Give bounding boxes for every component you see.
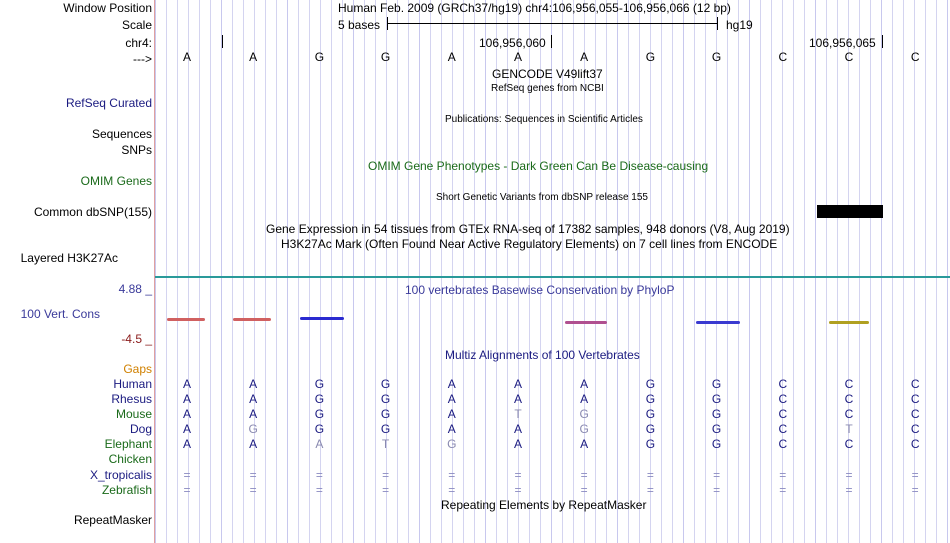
alignment-base: T (514, 407, 522, 421)
alignment-base: C (844, 392, 854, 406)
grid-line (199, 0, 200, 543)
grid-line (210, 0, 211, 543)
alignment-base: = (845, 483, 853, 497)
grid-line (166, 0, 167, 543)
species-label-elephant[interactable]: Elephant (104, 437, 152, 451)
sequence-base: G (314, 50, 325, 64)
species-label-chicken[interactable]: Chicken (108, 452, 152, 466)
alignment-base: C (910, 407, 920, 421)
gtex-track-title[interactable]: Gene Expression in 54 tissues from GTEx RNA-seq of 17382 samples, 948 donors (V8, Aug 2019) (266, 222, 790, 236)
conservation-bar (300, 317, 344, 320)
grid-line (474, 0, 475, 543)
grid-line (452, 0, 453, 543)
species-label-mouse[interactable]: Mouse (115, 407, 152, 421)
grid-line (375, 0, 376, 543)
alignment-base: = (448, 483, 456, 497)
alignment-base: C (778, 422, 788, 436)
grid-line (463, 0, 464, 543)
alignment-base: G (645, 392, 656, 406)
track-divider-line (155, 276, 950, 278)
scale-label[interactable]: Scale (121, 18, 152, 32)
alignment-base: G (711, 392, 722, 406)
grid-line (650, 0, 651, 543)
grid-line (947, 0, 948, 543)
alignment-base: G (314, 392, 325, 406)
alignment-base: C (910, 377, 920, 391)
alignment-base: G (711, 407, 722, 421)
grid-line (265, 0, 266, 543)
grid-line (155, 0, 156, 543)
coord-label-2: 106,956,065 (809, 36, 876, 50)
grid-line (485, 0, 486, 543)
alignment-base: A (182, 437, 191, 451)
grid-line (804, 0, 805, 543)
grid-line (848, 0, 849, 543)
sequence-base: G (711, 50, 722, 64)
grid-line (683, 0, 684, 543)
scale-text: 5 bases (338, 18, 381, 32)
alignment-base: C (778, 377, 788, 391)
alignment-base: G (579, 407, 589, 421)
alignment-base: = (249, 483, 257, 497)
grid-line (628, 0, 629, 543)
grid-line (760, 0, 761, 543)
sequence-base: A (447, 50, 456, 64)
grid-line (859, 0, 860, 543)
alignment-base: = (646, 483, 654, 497)
grid-line (727, 0, 728, 543)
alignment-base: = (580, 468, 588, 482)
alignment-base: G (645, 422, 656, 436)
chrom-label[interactable]: chr4: (125, 36, 152, 50)
grid-line (914, 0, 915, 543)
alignment-base: A (182, 407, 191, 421)
assembly-name: hg19 (726, 18, 753, 32)
alignment-base: A (580, 377, 589, 391)
coord-tick-left (222, 35, 223, 48)
species-label-x_tropicalis[interactable]: X_tropicalis (89, 468, 152, 482)
alignment-base: T (845, 422, 853, 436)
sequence-base: G (380, 50, 391, 64)
alignment-base: A (513, 392, 522, 406)
grid-line (276, 0, 277, 543)
omim-track-title[interactable]: OMIM Gene Phenotypes - Dark Green Can Be Disease-causing (368, 159, 709, 173)
coord-tick-2 (882, 35, 883, 48)
alignment-base: = (911, 483, 919, 497)
grid-line (430, 0, 431, 543)
coord-tick-1 (551, 35, 552, 48)
alignment-base: C (910, 437, 920, 451)
alignment-base: = (845, 468, 853, 482)
repeatmasker-track-title[interactable]: Repeating Elements by RepeatMasker (441, 498, 647, 512)
alignment-base: C (778, 407, 788, 421)
alignment-base: A (513, 422, 522, 436)
alignment-base: C (778, 392, 788, 406)
conservation-min-label: -4.5 _ (121, 332, 152, 346)
species-label-human[interactable]: Human (113, 377, 152, 391)
alignment-base: C (910, 392, 920, 406)
scale-bar-right-tick (717, 17, 718, 30)
grid-line (639, 0, 640, 543)
dbsnp-variant-block[interactable] (817, 205, 883, 218)
grid-line (870, 0, 871, 543)
grid-line (386, 0, 387, 543)
grid-line (177, 0, 178, 543)
alignment-base: G (645, 377, 656, 391)
conservation-bar (696, 321, 740, 324)
grid-line (672, 0, 673, 543)
alignment-base: = (580, 483, 588, 497)
common-dbsnp-label[interactable]: Common dbSNP(155) (33, 205, 152, 219)
sequence-base: A (580, 50, 589, 64)
grid-line (342, 0, 343, 543)
alignment-base: G (711, 377, 722, 391)
alignment-base: = (514, 468, 522, 482)
sequence-base: C (910, 50, 920, 64)
alignment-base: A (447, 407, 456, 421)
grid-line (188, 0, 189, 543)
alignment-base: G (711, 437, 722, 451)
grid-line (364, 0, 365, 543)
alignment-base: = (183, 483, 191, 497)
sequence-base: C (844, 50, 854, 64)
grid-line (716, 0, 717, 543)
grid-line (254, 0, 255, 543)
grid-line (694, 0, 695, 543)
grid-line (881, 0, 882, 543)
grid-line (287, 0, 288, 543)
alignment-base: = (183, 468, 191, 482)
alignment-base: = (382, 483, 390, 497)
alignment-base: G (645, 407, 656, 421)
grid-line (232, 0, 233, 543)
alignment-base: A (315, 437, 324, 451)
alignment-base: A (513, 377, 522, 391)
grid-line (749, 0, 750, 543)
dbsnp-track-title[interactable]: Short Genetic Variants from dbSNP release 155 (436, 192, 648, 203)
alignment-base: G (314, 422, 325, 436)
window-position-text: Human Feb. 2009 (GRCh37/hg19) chr4:106,956,055-106,956,066 (12 bp) (338, 1, 731, 15)
grid-line (397, 0, 398, 543)
refseq-curated-label[interactable]: RefSeq Curated (65, 96, 152, 110)
alignment-base: G (380, 407, 391, 421)
alignment-base: G (314, 377, 325, 391)
repeatmasker-label[interactable]: RepeatMasker (73, 513, 152, 527)
alignment-base: = (646, 468, 654, 482)
species-label-zebrafish[interactable]: Zebrafish (101, 483, 152, 497)
alignment-base: = (779, 468, 787, 482)
grid-line (309, 0, 310, 543)
alignment-base: A (447, 422, 456, 436)
snps-label[interactable]: SNPs (121, 143, 152, 157)
alignment-base: A (182, 377, 191, 391)
scale-bar (387, 23, 717, 24)
alignment-base: = (514, 483, 522, 497)
alignment-base: A (249, 392, 258, 406)
sequences-label[interactable]: Sequences (91, 127, 152, 141)
grid-line (815, 0, 816, 543)
species-label-dog[interactable]: Dog (129, 422, 152, 436)
grid-line (353, 0, 354, 543)
sequence-base: C (778, 50, 788, 64)
conservation-bar (565, 321, 607, 324)
omim-genes-label[interactable]: OMIM Genes (80, 174, 152, 188)
grid-line (661, 0, 662, 543)
layered-h3k27ac-label[interactable]: Layered H3K27Ac (20, 251, 118, 265)
grid-line (925, 0, 926, 543)
grid-line (408, 0, 409, 543)
alignment-base: = (315, 468, 323, 482)
grid-line (298, 0, 299, 543)
alignment-base: G (380, 377, 391, 391)
grid-line (243, 0, 244, 543)
alignment-base: A (513, 437, 522, 451)
strand-label[interactable]: ---> (133, 52, 152, 66)
alignment-base: A (249, 377, 258, 391)
multiz-track-title[interactable]: Multiz Alignments of 100 Vertebrates (445, 348, 640, 362)
alignment-base: = (779, 483, 787, 497)
alignment-base: = (713, 468, 721, 482)
grid-line (793, 0, 794, 543)
grid-line (892, 0, 893, 543)
conservation-bar (829, 321, 869, 324)
conservation-track-title[interactable]: 100 vertebrates Basewise Conservation by PhyloP (405, 283, 675, 297)
grid-line (419, 0, 420, 543)
sequence-base: A (513, 50, 522, 64)
conservation-max-label: 4.88 _ (118, 282, 152, 296)
publications-track-title[interactable]: Publications: Sequences in Scientific Articles (445, 114, 643, 125)
coord-label-1: 106,956,060 (479, 36, 546, 50)
alignment-base: C (844, 377, 854, 391)
alignment-base: G (579, 422, 589, 436)
gaps-label[interactable]: Gaps (123, 362, 152, 376)
alignment-base: = (382, 468, 390, 482)
alignment-base: G (380, 392, 391, 406)
alignment-base: = (911, 468, 919, 482)
alignment-base: = (249, 468, 257, 482)
alignment-base: A (249, 437, 258, 451)
alignment-base: C (778, 437, 788, 451)
grid-line (705, 0, 706, 543)
conservation-bar (167, 318, 205, 321)
alignment-base: G (711, 422, 722, 436)
alignment-base: T (381, 437, 390, 451)
alignment-base: G (380, 422, 391, 436)
grid-line (826, 0, 827, 543)
alignment-base: A (447, 377, 456, 391)
alignment-base: A (580, 437, 589, 451)
grid-line (771, 0, 772, 543)
alignment-base: G (314, 407, 325, 421)
grid-line (617, 0, 618, 543)
sequence-base: G (645, 50, 656, 64)
grid-line (320, 0, 321, 543)
alignment-base: G (447, 437, 457, 451)
species-label-rhesus[interactable]: Rhesus (111, 392, 152, 406)
conservation-track-label[interactable]: 100 Vert. Cons (20, 307, 100, 321)
grid-line (782, 0, 783, 543)
alignment-base: C (844, 437, 854, 451)
grid-line (221, 0, 222, 543)
grid-line (606, 0, 607, 543)
alignment-base: = (713, 483, 721, 497)
conservation-bar (233, 318, 271, 321)
sequence-base: A (249, 50, 258, 64)
gencode-track-title[interactable]: GENCODE V49lift37 (492, 67, 603, 81)
alignment-base: A (249, 407, 258, 421)
grid-line (738, 0, 739, 543)
h3k27ac-track-title[interactable]: H3K27Ac Mark (Often Found Near Active Regulatory Elements) on 7 cell lines from ENCODE (281, 237, 778, 251)
alignment-base: = (315, 483, 323, 497)
alignment-base: A (580, 392, 589, 406)
grid-line (903, 0, 904, 543)
alignment-base: A (182, 392, 191, 406)
grid-line (936, 0, 937, 543)
refseq-track-subtitle[interactable]: RefSeq genes from NCBI (491, 83, 604, 94)
grid-line (441, 0, 442, 543)
alignment-base: A (182, 422, 191, 436)
window-position-label[interactable]: Window Position (63, 1, 152, 15)
alignment-base: G (645, 437, 656, 451)
alignment-base: C (910, 422, 920, 436)
grid-line (331, 0, 332, 543)
sequence-base: A (182, 50, 191, 64)
grid-line (837, 0, 838, 543)
alignment-base: = (448, 468, 456, 482)
alignment-base: C (844, 407, 854, 421)
alignment-base: A (447, 392, 456, 406)
alignment-base: G (248, 422, 258, 436)
